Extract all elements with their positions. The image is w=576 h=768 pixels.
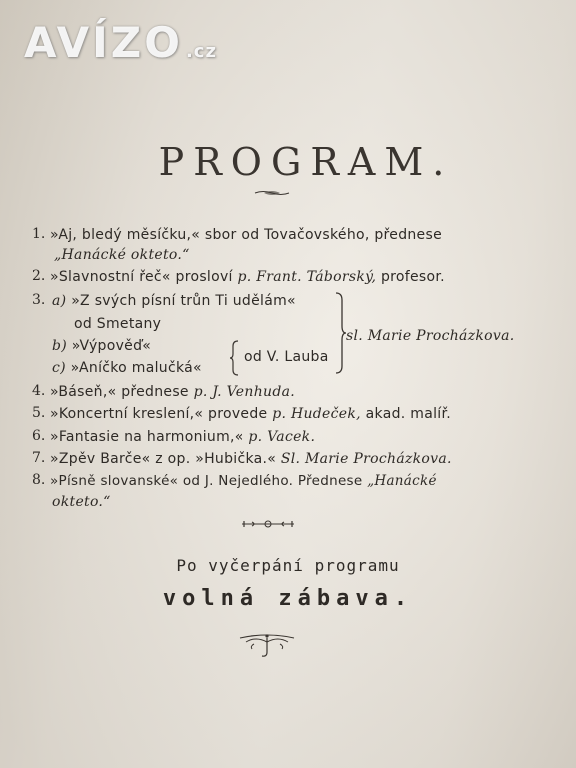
item-text-continuation: „Hanácké okteto.“ [54,247,190,263]
footer-line-2: volná zábava. [162,586,414,611]
watermark-brand: AVÍZO [24,18,183,67]
item-text-part: akad. malíř. [360,406,451,422]
item-performer: „Hanácké [367,473,437,489]
item-sub-a [52,293,296,309]
item-text-part: »Fantasie na harmonium,« [50,429,249,445]
item-number: 4. [32,383,46,399]
item-sub-c [52,360,202,376]
section-divider-ornament [240,518,296,530]
item-text [50,406,451,422]
item-sub-bc-author: od V. Lauba [244,349,329,365]
item-text [50,451,452,467]
item-performer: p. Frant. Táborský, [237,269,377,285]
item-text-part: »Písně slovanské« od J. Nejedlého. Přednese [50,473,368,489]
page-title: PROGRAM. [158,140,454,184]
item-sub-a-continuation: od Smetany [74,316,162,332]
item-number: 3. [32,292,46,308]
item-text-part: »Zpěv Barče« z op. »Hubička.« [50,451,281,467]
footer-line-1: Po vyčerpání programu [176,556,400,575]
brace-bc-icon [230,340,240,376]
item-text [50,384,295,400]
watermark-tld: .cz [185,41,217,62]
item-number: 2. [32,268,46,284]
item-text [50,227,442,243]
item-number: 1. [32,226,46,242]
item-text-part: profesor. [376,269,445,285]
item-performer: sl. Marie Procházkova. [346,328,515,344]
item-text [50,269,445,285]
item-number: 5. [32,405,46,421]
item-performer: p. Vacek. [248,429,316,445]
item-performer: Sl. Marie Procházkova. [280,451,452,467]
sub-label: a) [52,293,67,309]
item-number: 8. [32,472,46,488]
item-number: 6. [32,428,46,444]
item-text-part: »Aj, bledý měsíčku,« sbor od Tovačovského, přednese [50,227,442,243]
item-text-continuation: okteto.“ [52,494,111,510]
sub-text: »Aníčko malučká« [70,360,202,376]
footer-flourish-ornament [236,630,298,660]
item-performer: p. Hudeček, [272,406,361,422]
sub-label: b) [52,338,68,354]
item-text [50,473,437,489]
sub-label: c) [52,360,66,376]
item-text-part: »Koncertní kreslení,« provede [50,406,273,422]
item-text-part: »Slavnostní řeč« prosloví [50,269,238,285]
item-sub-b [52,338,151,354]
item-number: 7. [32,450,46,466]
title-divider-ornament [254,188,290,198]
item-performer: p. J. Venhuda. [193,384,295,400]
item-text [50,429,315,445]
sub-text: »Z svých písní trůn Ti udělám« [71,293,296,309]
item-text-part: »Báseň,« přednese [50,384,194,400]
sub-text: »Výpověď« [71,338,152,354]
watermark-logo [24,18,217,67]
